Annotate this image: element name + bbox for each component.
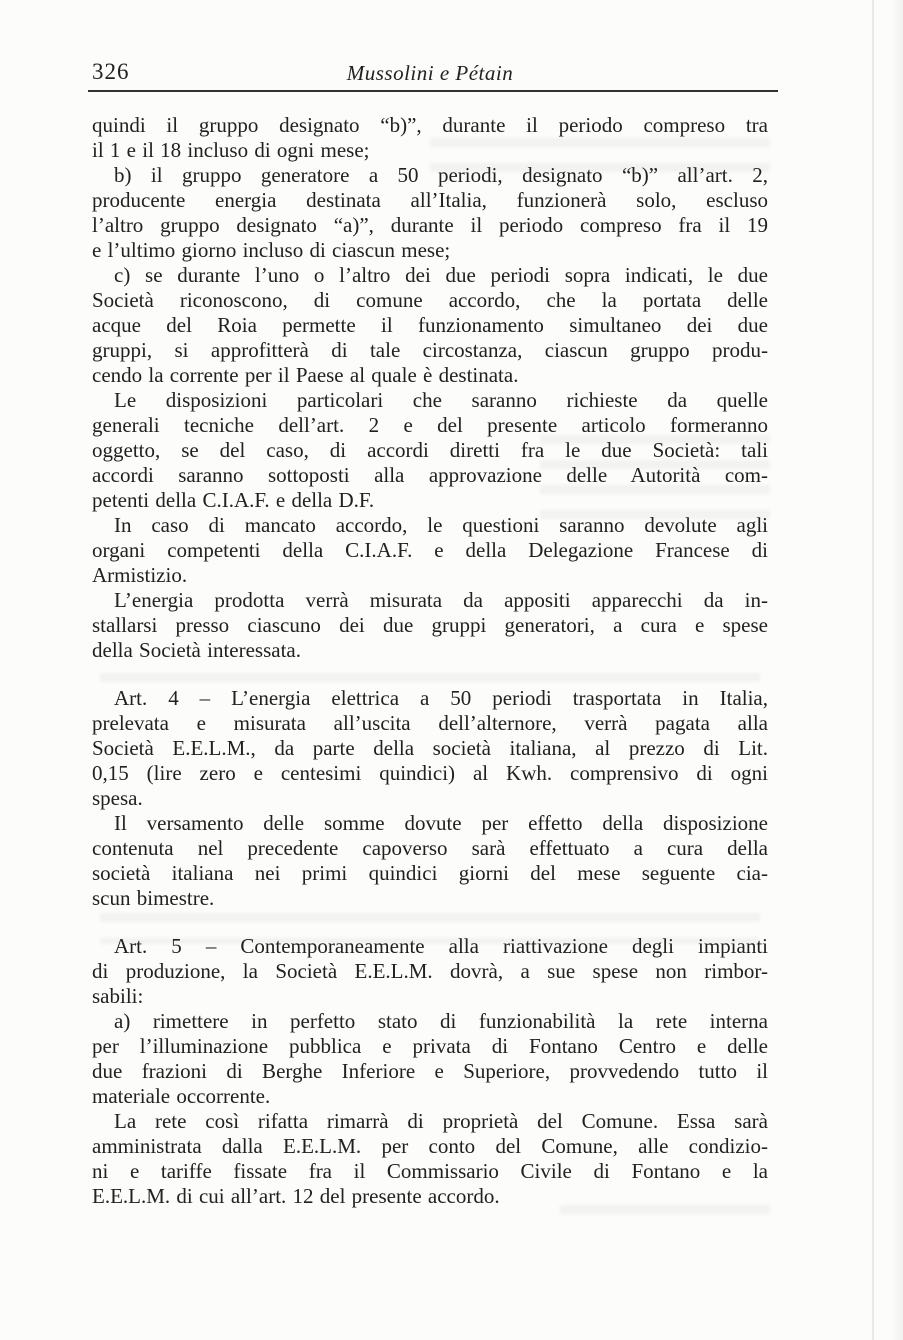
paragraph xyxy=(92,263,768,388)
text-line: spesa. xyxy=(92,786,143,810)
running-title: Mussolini e Pétain xyxy=(346,61,514,85)
text-line: E.E.L.M. di cui all’art. 12 del presente accordo. xyxy=(92,1184,500,1208)
text-line: In caso di mancato accordo, le questioni saranno devolute agli xyxy=(114,513,768,537)
text-line: a) rimettere in perfetto stato di funzionabilità la rete interna xyxy=(114,1009,768,1033)
paragraph xyxy=(92,388,768,513)
text-line: scun bimestre. xyxy=(92,886,215,910)
body-text xyxy=(92,113,768,1209)
text-line: Le disposizioni particolari che saranno richieste da quelle xyxy=(114,388,768,412)
text-line: due frazioni di Berghe Inferiore e Superiore, provvedendo tutto il xyxy=(92,1059,768,1083)
text-line: acque del Roia permette il funzionamento simultaneo dei due xyxy=(92,313,768,337)
text-line: quindi il gruppo designato “b)”, durante il periodo compreso tra xyxy=(92,113,768,137)
text-line: contenuta nel precedente capoverso sarà effettuato a cura della xyxy=(92,836,768,860)
text-line: c) se durante l’uno o l’altro dei due periodi sopra indicati, le due xyxy=(114,263,768,287)
text-line: Il versamento delle somme dovute per effetto della disposizione xyxy=(114,811,768,835)
text-line: per l’illuminazione pubblica e privata di Fontano Centro e delle xyxy=(92,1034,768,1058)
paragraph xyxy=(92,113,768,163)
text-line: prelevata e misurata all’uscita dell’alternore, verrà pagata alla xyxy=(92,711,768,735)
text-line: L’energia prodotta verrà misurata da appositi apparecchi da in- xyxy=(114,588,768,612)
text-line: Società riconoscono, di comune accordo, che la portata delle xyxy=(92,288,768,312)
paragraph xyxy=(92,1109,768,1209)
text-line: Società E.E.L.M., da parte della società italiana, al prezzo di Lit. xyxy=(92,736,768,760)
text-line: materiale occorrente. xyxy=(92,1084,271,1108)
text-line: La rete così rifatta rimarrà di proprietà del Comune. Essa sarà xyxy=(114,1109,768,1133)
text-line: il 1 e il 18 incluso di ogni mese; xyxy=(92,138,370,162)
text-line: petenti della C.I.A.F. e della D.F. xyxy=(92,488,375,512)
text-line: Art. 5 – Contemporaneamente alla riattivazione degli impianti xyxy=(114,934,768,958)
page-number: 326 xyxy=(92,59,130,84)
text-line: gruppi, si approfitterà di tale circostanza, ciascun gruppo produ- xyxy=(92,338,768,362)
text-line: stallarsi presso ciascuno dei due gruppi generatori, a cura e spese xyxy=(92,613,768,637)
text-line: producente energia destinata all’Italia, funzionerà solo, escluso xyxy=(92,188,768,212)
text-line: b) il gruppo generatore a 50 periodi, designato “b)” all’art. 2, xyxy=(114,163,768,187)
paragraph xyxy=(92,513,768,588)
text-line: Art. 4 – L’energia elettrica a 50 periodi trasportata in Italia, xyxy=(114,686,768,710)
page-edge-line xyxy=(872,0,874,1340)
paragraph xyxy=(92,163,768,263)
paragraph xyxy=(92,811,768,911)
text-line: della Società interessata. xyxy=(92,638,301,662)
text-line: sabili: xyxy=(92,984,144,1008)
page-edge-shade xyxy=(891,0,903,1340)
text-line: l’altro gruppo designato “a)”, durante il periodo compreso fra il 19 xyxy=(92,213,768,237)
text-line: accordi saranno sottoposti alla approvazione delle Autorità com- xyxy=(92,463,768,487)
text-line: generali tecniche dell’art. 2 e del presente articolo formeranno xyxy=(92,413,768,437)
paragraph xyxy=(92,588,768,663)
text-line: cendo la corrente per il Paese al quale è destinata. xyxy=(92,363,519,387)
text-line: e l’ultimo giorno incluso di ciascun mese; xyxy=(92,238,451,262)
header-rule xyxy=(88,90,778,92)
text-line: amministrata dalla E.E.L.M. per conto del Comune, alle condizio- xyxy=(92,1134,768,1158)
text-line: ni e tariffe fissate fra il Commissario Civile di Fontano e la xyxy=(92,1159,768,1183)
paragraph xyxy=(92,1009,768,1109)
paragraph xyxy=(92,934,768,1009)
paragraph xyxy=(92,686,768,811)
text-line: organi competenti della C.I.A.F. e della Delegazione Francese di xyxy=(92,538,768,562)
text-line: Armistizio. xyxy=(92,563,188,587)
text-line: società italiana nei primi quindici giorni del mese seguente cia- xyxy=(92,861,768,885)
text-line: 0,15 (lire zero e centesimi quindici) al Kwh. comprensivo di ogni xyxy=(92,761,768,785)
text-line: di produzione, la Società E.E.L.M. dovrà, a sue spese non rimbor- xyxy=(92,959,768,983)
text-line: oggetto, se del caso, di accordi diretti fra le due Società: tali xyxy=(92,438,768,462)
